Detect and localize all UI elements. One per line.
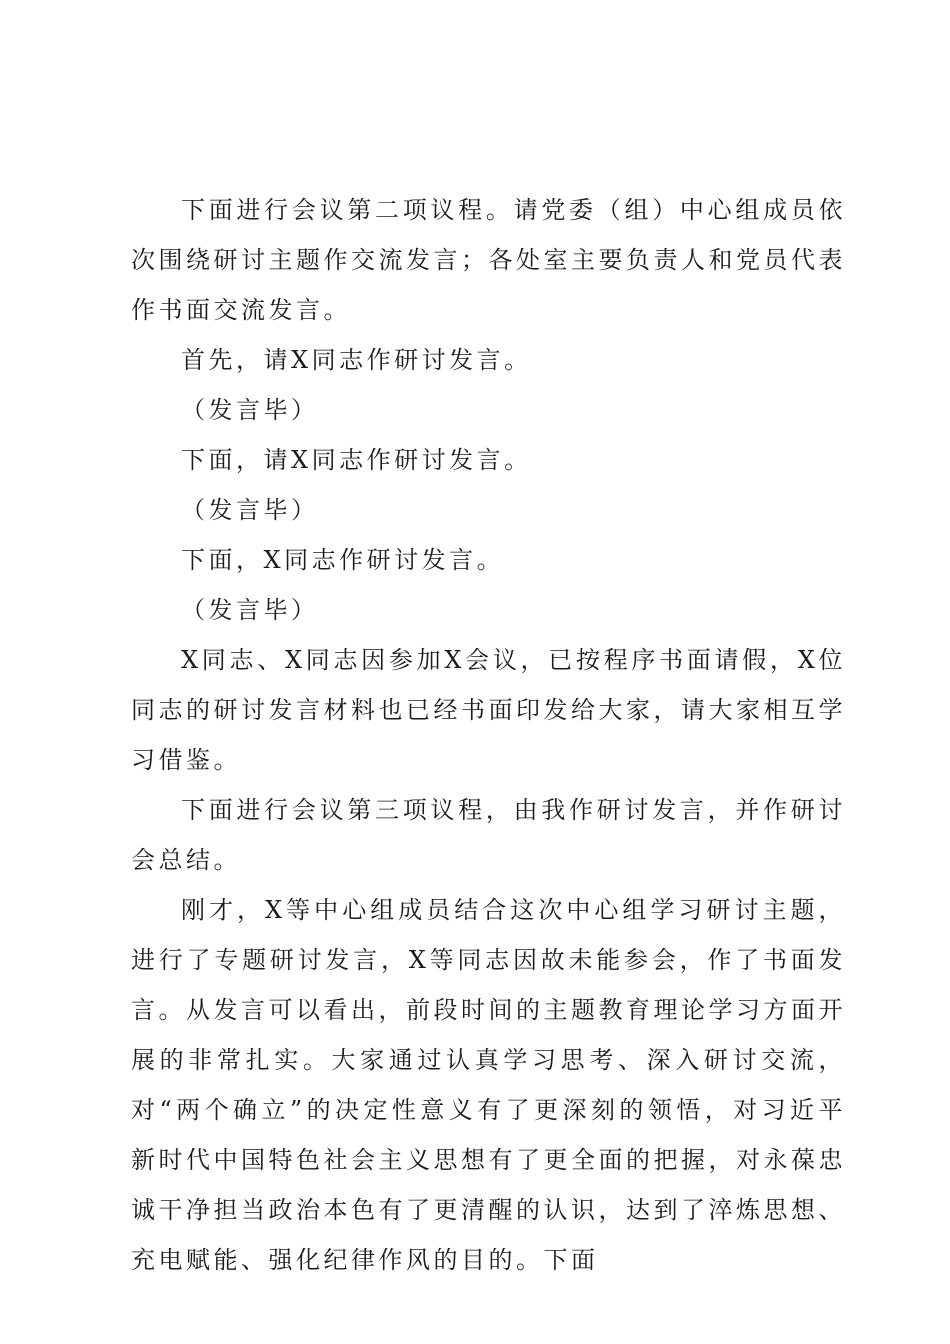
- paragraph-next-speaker-1: 下面，请X同志作研讨发言。: [181, 446, 532, 474]
- paragraph-next-speaker-2: 下面，X同志作研讨发言。: [181, 546, 505, 574]
- paragraph-summary: 刚才，X等中心组成员结合这次中心组学习研讨主题，进行了专题研讨发言，X等同志因故未能参会，作了书面发言。从发言可以看出，前段时间的主题教育理论学习方面开展的非常扎实。大家通过认真学习思考、深入研讨交流，对“两个确立”的决定性意义有了更深刻的领悟，对习近平新时代中国特色社会主义思想有了更全面的把握，对永葆忠诚干净担当政治本色有了更清醒的认识，达到了淬炼思想、充电赋能、强化纪律作风的目的。下面: [131, 896, 846, 1274]
- paragraph-agenda-item-three: 下面进行会议第三项议程，由我作研讨发言，并作研讨会总结。: [131, 796, 846, 874]
- paragraph-speech-end-2: （发言毕）: [181, 496, 319, 524]
- paragraph-agenda-item-two: 下面进行会议第二项议程。请党委（组）中心组成员依次围绕研讨主题作交流发言；各处室主要负责人和党员代表作书面交流发言。: [131, 196, 846, 324]
- paragraph-leave-notice: X同志、X同志因参加X会议，已按程序书面请假，X位同志的研讨发言材料也已经书面印发给大家，请大家相互学习借鉴。: [131, 646, 846, 774]
- paragraph-first-speaker: 首先，请X同志作研讨发言。: [181, 346, 532, 374]
- paragraph-speech-end-3: （发言毕）: [181, 596, 319, 624]
- document-body: [131, 185, 846, 1285]
- paragraph-speech-end-1: （发言毕）: [181, 396, 319, 424]
